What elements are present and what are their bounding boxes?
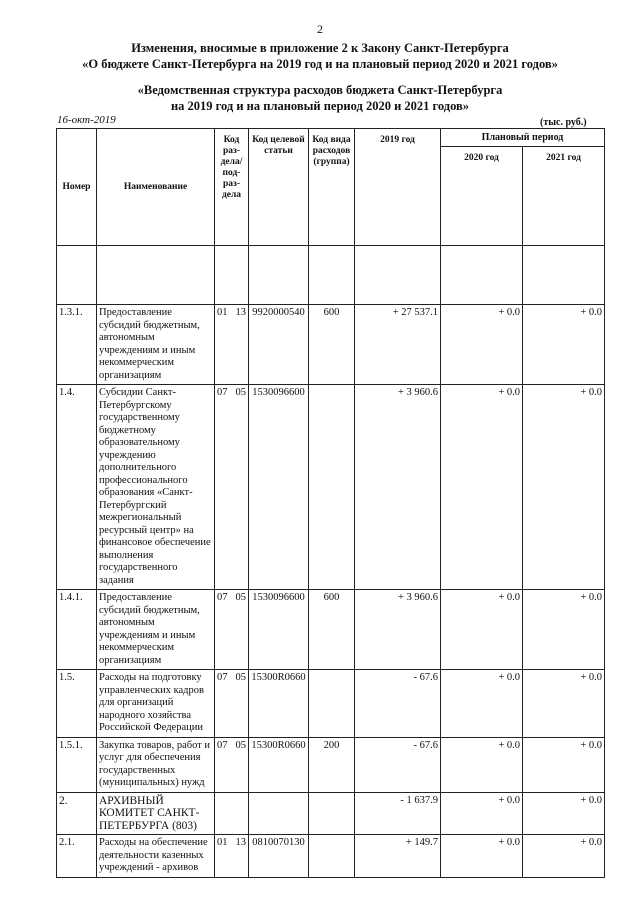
row-2019: - 67.6 xyxy=(355,737,441,792)
table-row xyxy=(57,385,605,590)
header-planned: Плановый период xyxy=(441,129,605,147)
header-target: Код целевой статьи xyxy=(249,129,309,246)
row-sub-code: 05 xyxy=(235,592,246,603)
row-2020: + 0.0 xyxy=(441,590,523,670)
header-number: Номер xyxy=(57,129,97,246)
appendix-title xyxy=(0,82,640,114)
row-number: 1.3.1. xyxy=(57,305,97,385)
row-2019: - 1 637.9 xyxy=(355,792,441,835)
row-type xyxy=(309,385,355,590)
row-name: Субсидии Санкт-Петербургскому государственному бюджетному образовательному учреждению дополнительного профессионального образования «Санкт-Петербургский межрегиональный ресурсный центр» на финансовое обеспечение выполнения государственного задания xyxy=(97,385,215,590)
row-2020: + 0.0 xyxy=(441,670,523,738)
title-line-1: Изменения, вносимые в приложение 2 к Закону Санкт-Петербурга xyxy=(131,41,509,55)
row-type: 200 xyxy=(309,737,355,792)
header-name: Наименование xyxy=(97,129,215,246)
row-target: 0810070130 xyxy=(249,835,309,878)
title-line-2: «О бюджете Санкт-Петербурга на 2019 год и на плановый период 2020 и 2021 годов» xyxy=(82,57,558,71)
row-name: Расходы на обеспечение деятельности казенных учреждений - архивов xyxy=(97,835,215,878)
row-sec-code: 01 xyxy=(217,837,228,848)
header-section: Код раз-дела/ под-раз-дела xyxy=(215,129,249,246)
header-type: Код вида расходов (группа) xyxy=(309,129,355,246)
row-sub-code: 05 xyxy=(235,672,246,683)
row-2020: + 0.0 xyxy=(441,385,523,590)
document-title xyxy=(0,40,640,72)
row-2020: + 0.0 xyxy=(441,835,523,878)
row-section xyxy=(215,792,249,835)
table-row xyxy=(57,835,605,878)
row-2019: - 67.6 xyxy=(355,670,441,738)
table-row xyxy=(57,590,605,670)
row-2021: + 0.0 xyxy=(523,737,605,792)
unit-label: (тыс. руб.) xyxy=(540,117,587,128)
row-name: Предоставление субсидий бюджетным, автономным учреждениям и иным некоммерческим организациям xyxy=(97,305,215,385)
subtitle-line-2: на 2019 год и на плановый период 2020 и 2021 годов» xyxy=(170,99,470,113)
row-type: 600 xyxy=(309,590,355,670)
subtitle-line-1: «Ведомственная структура расходов бюджета Санкт-Петербурга xyxy=(137,83,503,97)
row-section xyxy=(215,737,249,792)
row-number: 1.5.1. xyxy=(57,737,97,792)
row-2020: + 0.0 xyxy=(441,737,523,792)
row-number: 2.1. xyxy=(57,835,97,878)
row-name: Предоставление субсидий бюджетным, автономным учреждениям и иным некоммерческим организациям xyxy=(97,590,215,670)
row-target: 1530096600 xyxy=(249,385,309,590)
row-2020: + 0.0 xyxy=(441,305,523,385)
row-2019: + 3 960.6 xyxy=(355,385,441,590)
row-number: 1.4. xyxy=(57,385,97,590)
row-name: Расходы на подготовку управленческих кадров для организаций народного хозяйства Российской Федерации xyxy=(97,670,215,738)
row-type xyxy=(309,835,355,878)
row-2021: + 0.0 xyxy=(523,835,605,878)
table-row xyxy=(57,305,605,385)
row-sec-code: 01 xyxy=(217,307,228,318)
row-type: 600 xyxy=(309,305,355,385)
table-row xyxy=(57,792,605,835)
table-row xyxy=(57,737,605,792)
row-section xyxy=(215,385,249,590)
row-sec-code: 07 xyxy=(217,592,228,603)
table-row-blank xyxy=(57,246,605,305)
page-number: 2 xyxy=(317,22,323,36)
row-sub-code: 05 xyxy=(235,387,246,398)
document-date: 16-окт-2019 xyxy=(57,114,116,126)
row-target: 15300R0660 xyxy=(249,670,309,738)
row-2021: + 0.0 xyxy=(523,792,605,835)
row-target: 1530096600 xyxy=(249,590,309,670)
row-target xyxy=(249,792,309,835)
row-number: 1.5. xyxy=(57,670,97,738)
row-number: 2. xyxy=(57,792,97,835)
row-name: АРХИВНЫЙ КОМИТЕТ САНКТ-ПЕТЕРБУРГА (803) xyxy=(97,792,215,835)
row-2021: + 0.0 xyxy=(523,590,605,670)
row-target: 15300R0660 xyxy=(249,737,309,792)
row-sub-code: 05 xyxy=(235,739,246,751)
row-sub-code: 13 xyxy=(235,307,246,318)
row-sub-code: 13 xyxy=(235,837,246,848)
row-section xyxy=(215,835,249,878)
row-name: Закупка товаров, работ и услуг для обеспечения государственных (муниципальных) нужд xyxy=(97,737,215,792)
row-type xyxy=(309,792,355,835)
row-2019: + 3 960.6 xyxy=(355,590,441,670)
row-sec-code: 07 xyxy=(217,739,228,751)
row-2019: + 149.7 xyxy=(355,835,441,878)
header-2019: 2019 год xyxy=(355,129,441,246)
row-sec-code: 07 xyxy=(217,672,228,683)
row-sec-code: 07 xyxy=(217,387,228,398)
budget-table xyxy=(56,128,605,878)
row-2021: + 0.0 xyxy=(523,385,605,590)
header-2020: 2020 год xyxy=(441,147,523,246)
row-2021: + 0.0 xyxy=(523,670,605,738)
row-target: 9920000540 xyxy=(249,305,309,385)
table-row xyxy=(57,670,605,738)
row-2019: + 27 537.1 xyxy=(355,305,441,385)
row-section xyxy=(215,590,249,670)
row-2021: + 0.0 xyxy=(523,305,605,385)
row-type xyxy=(309,670,355,738)
row-number: 1.4.1. xyxy=(57,590,97,670)
header-2021: 2021 год xyxy=(523,147,605,246)
row-section xyxy=(215,670,249,738)
row-2020: + 0.0 xyxy=(441,792,523,835)
row-section xyxy=(215,305,249,385)
